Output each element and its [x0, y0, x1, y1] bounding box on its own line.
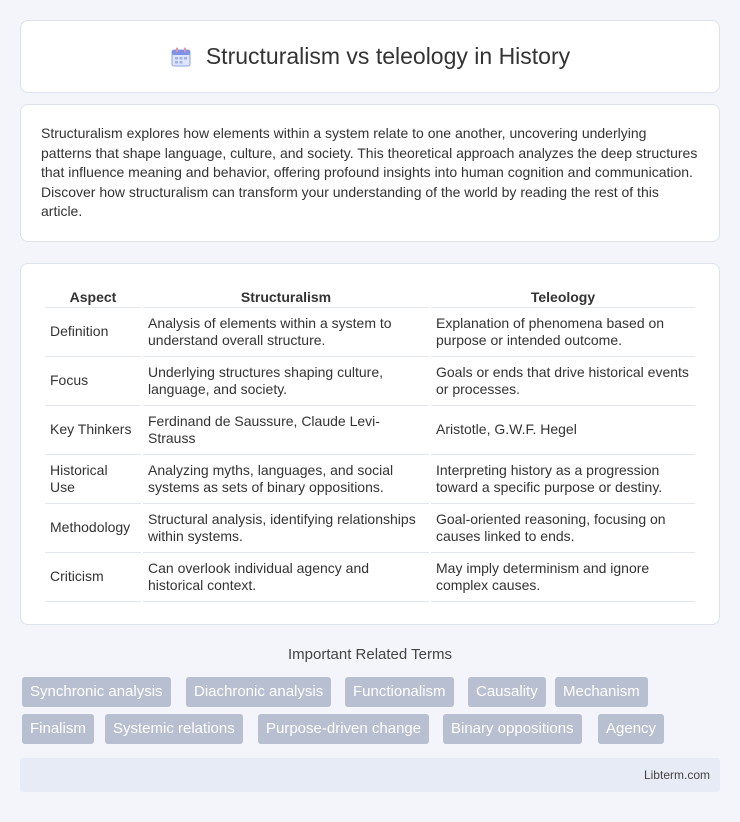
header-structuralism: Structuralism [143, 284, 429, 308]
tag-purpose-driven-change[interactable]: Purpose-driven change [258, 714, 429, 744]
row-structuralism: Ferdinand de Saussure, Claude Levi-Strauss [143, 406, 429, 455]
footer-site-link[interactable]: Libterm.com [643, 768, 710, 782]
tag-diachronic-analysis[interactable]: Diachronic analysis [186, 677, 331, 707]
tag-finalism[interactable]: Finalism [22, 714, 94, 744]
row-structuralism: Structural analysis, identifying relationships within systems. [143, 504, 429, 553]
table-row [45, 406, 695, 455]
row-structuralism: Analysis of elements within a system to understand overall structure. [143, 308, 429, 357]
row-structuralism: Underlying structures shaping culture, language, and society. [143, 357, 429, 406]
row-teleology: Goal-oriented reasoning, focusing on causes linked to ends. [431, 504, 695, 553]
row-structuralism: Analyzing myths, languages, and social systems as sets of binary oppositions. [143, 455, 429, 504]
row-teleology: May imply determinism and ignore complex causes. [431, 553, 695, 602]
footer [20, 758, 720, 792]
related-terms-title: Important Related Terms [288, 646, 452, 663]
row-aspect: Criticism [45, 553, 141, 602]
intro-text: Structuralism explores how elements within a system relate to one another, uncovering underlying patterns that shape language, culture, and society. This theoretical approach analyzes the deep structures that influence meaning and behavior, offering profound insights into human cognition and communication. Discover how structuralism can transform your understanding of the world by reading the rest of this article. [41, 125, 698, 220]
tag-synchronic-analysis[interactable]: Synchronic analysis [22, 677, 171, 707]
table-row [45, 553, 695, 602]
header-teleology: Teleology [431, 284, 695, 308]
row-teleology: Interpreting history as a progression toward a specific purpose or destiny. [431, 455, 695, 504]
tag-causality[interactable]: Causality [468, 677, 546, 707]
row-aspect: Methodology [45, 504, 141, 553]
row-teleology: Explanation of phenomena based on purpose or intended outcome. [431, 308, 695, 357]
row-aspect: Definition [45, 308, 141, 357]
tag-functionalism[interactable]: Functionalism [345, 677, 454, 707]
row-structuralism: Can overlook individual agency and historical context. [143, 553, 429, 602]
table-row [45, 455, 695, 504]
comparison-table-card [20, 263, 720, 625]
row-aspect: Historical Use [45, 455, 141, 504]
row-aspect: Key Thinkers [45, 406, 141, 455]
row-teleology: Goals or ends that drive historical events or processes. [431, 357, 695, 406]
title-card [20, 20, 720, 93]
header-aspect: Aspect [45, 284, 141, 308]
table-row [45, 308, 695, 357]
table-row [45, 504, 695, 553]
row-teleology: Aristotle, G.W.F. Hegel [431, 406, 695, 455]
table-header-row [45, 284, 695, 308]
tag-binary-oppositions[interactable]: Binary oppositions [443, 714, 582, 744]
tag-agency[interactable]: Agency [598, 714, 664, 744]
page-title: Structuralism vs teleology in History [205, 43, 571, 69]
row-aspect: Focus [45, 357, 141, 406]
comparison-table [43, 284, 697, 602]
intro-card [20, 104, 720, 242]
table-row [45, 357, 695, 406]
calendar-icon [170, 46, 192, 68]
tag-systemic-relations[interactable]: Systemic relations [105, 714, 243, 744]
tag-mechanism[interactable]: Mechanism [555, 677, 648, 707]
